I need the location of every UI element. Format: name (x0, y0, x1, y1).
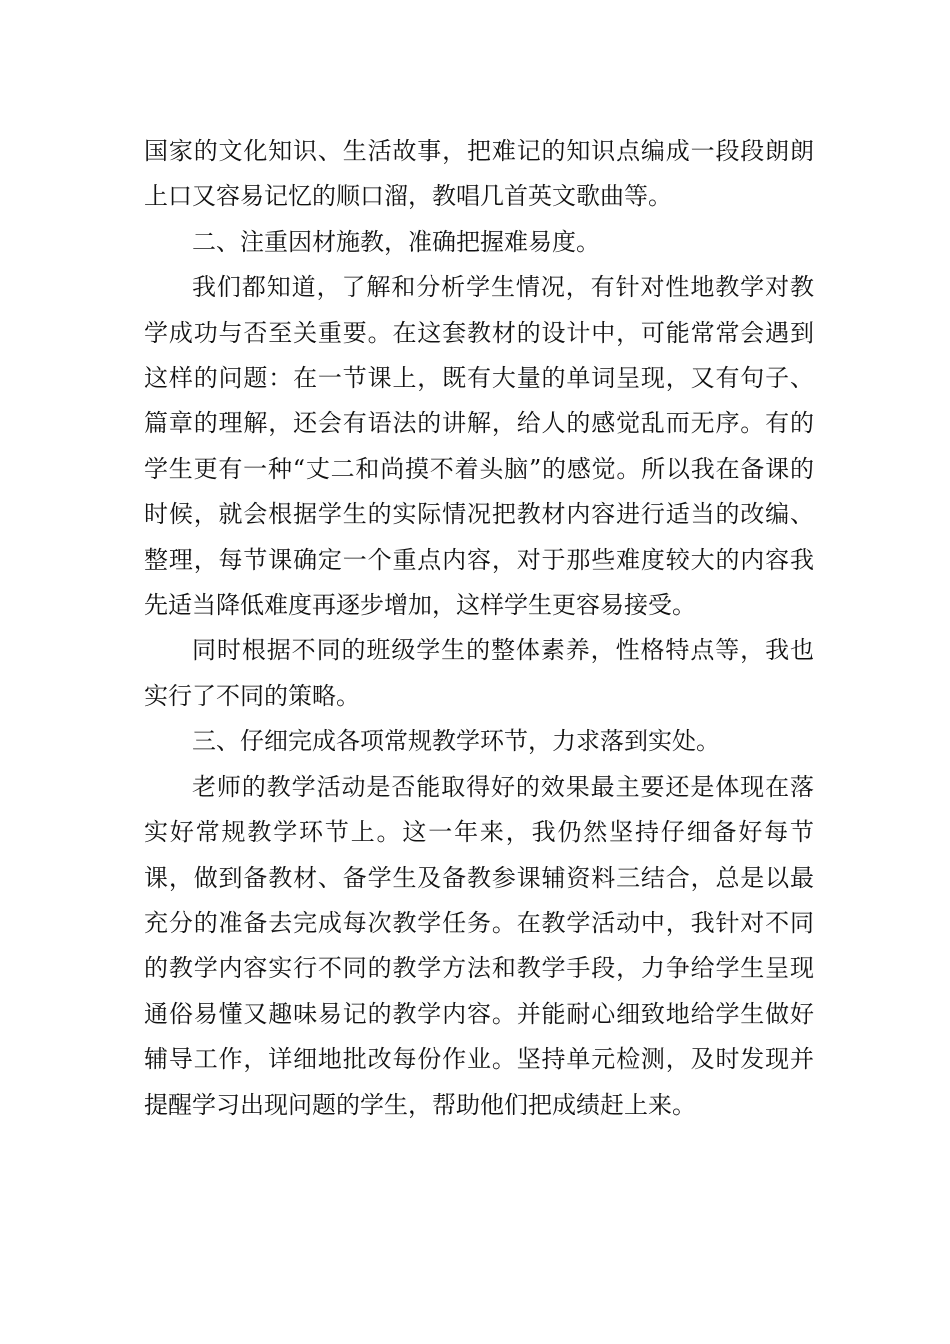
paragraph-continuation: 国家的文化知识、生活故事，把难记的知识点编成一段段朗朗上口又容易记忆的顺口溜，教唱几首英文歌曲等。 (144, 137, 814, 211)
paragraph-routine-teaching: 老师的教学活动是否能取得好的效果最主要还是体现在落实好常规教学环节上。这一年来，我仍然坚持仔细备好每节课，做到备教材、备学生及备教参课辅资料三结合，总是以最充分的准备去完成每次教学任务。在教学活动中，我针对不同的教学内容实行不同的教学方法和教学手段，力争给学生呈现通俗易懂又趣味易记的教学内容。并能耐心细致地给学生做好辅导工作，详细地批改每份作业。坚持单元检测，及时发现并提醒学习出现问题的学生，帮助他们把成绩赶上来。 (144, 772, 814, 1119)
section-heading-three: 三、仔细完成各项常规教学环节，力求落到实处。 (192, 727, 720, 756)
paragraph-class-strategy: 同时根据不同的班级学生的整体素养，性格特点等，我也实行了不同的策略。 (144, 636, 814, 710)
document-body (144, 129, 814, 1128)
paragraph-student-analysis: 我们都知道，了解和分析学生情况，有针对性地教学对教学成功与否至关重要。在这套教材的设计中，可能常常会遇到这样的问题：在一节课上，既有大量的单词呈现，又有句子、篇章的理解，还会有语法的讲解，给人的感觉乱而无序。有的学生更有一种“丈二和尚摸不着头脑”的感觉。所以我在备课的时候，就会根据学生的实际情况把教材内容进行适当的改编、整理，每节课确定一个重点内容，对于那些难度较大的内容我先适当降低难度再逐步增加，这样学生更容易接受。 (144, 273, 814, 620)
section-heading-two: 二、注重因材施教，准确把握难易度。 (192, 227, 600, 256)
